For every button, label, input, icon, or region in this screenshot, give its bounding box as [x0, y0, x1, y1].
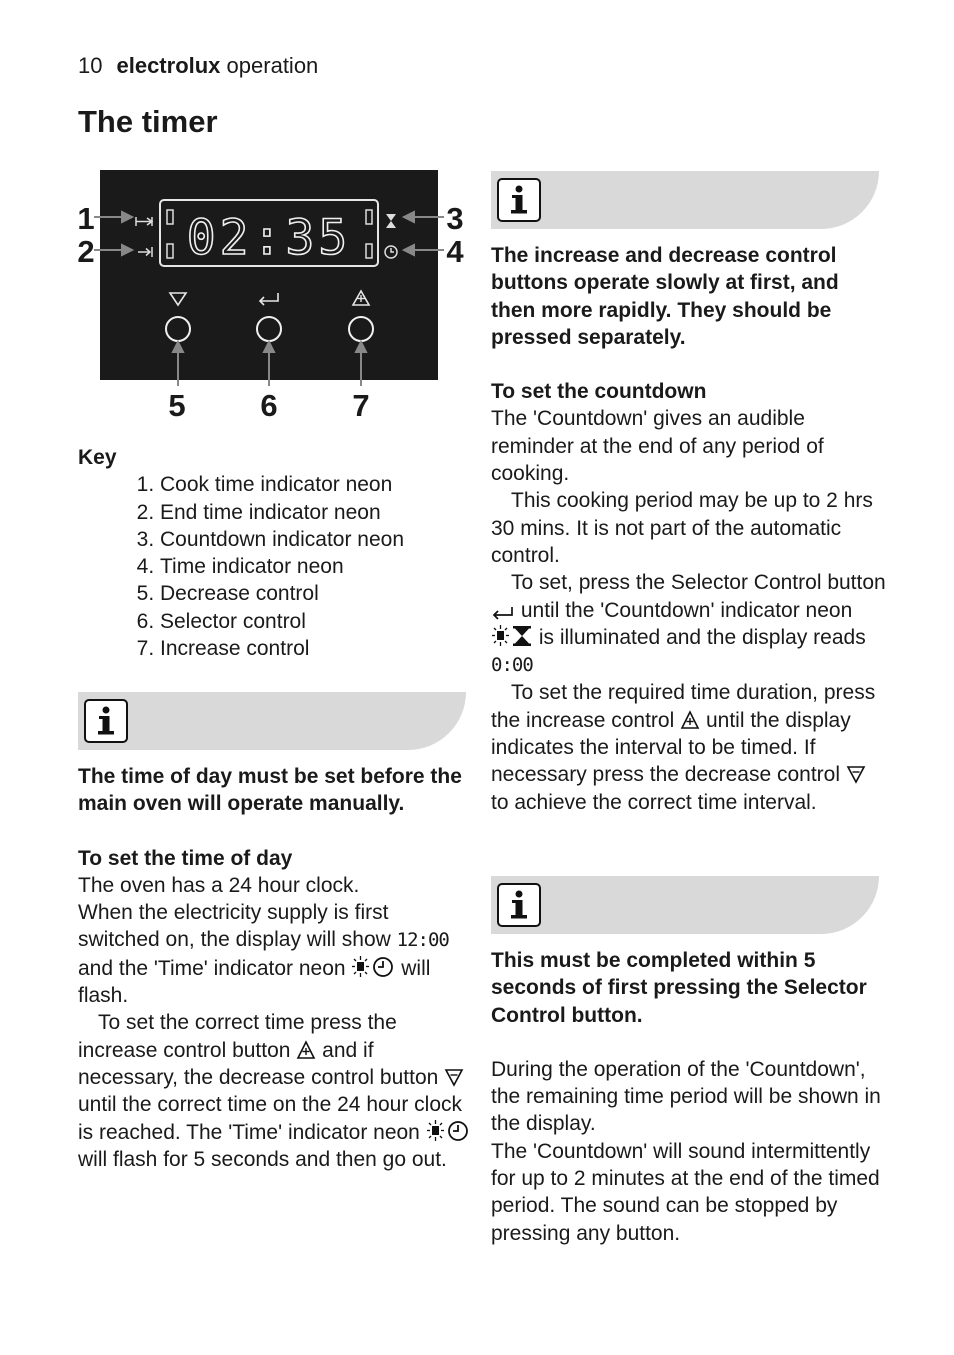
time-of-day-note: The time of day must be set before the main oven will operate manually. — [78, 765, 462, 816]
key-list — [78, 444, 478, 662]
right-column-bottom — [491, 947, 886, 1247]
info-banner — [491, 171, 879, 229]
display-000: 0:00 — [491, 654, 533, 677]
callout-2: 2 — [77, 234, 95, 269]
timer-diagram — [70, 160, 480, 430]
completion-note: This must be completed within 5 seconds of first pressing the Selector Control button. — [491, 949, 867, 1027]
paragraph: During the operation of the 'Countdown', the remaining time period will be shown in the display. — [491, 1057, 881, 1136]
info-banner — [78, 692, 466, 750]
key-item: 7. Increase control — [160, 635, 478, 662]
callout-4: 4 — [446, 234, 464, 269]
paragraph: To set the required time duration, press the increase control until the display indicates the interval to be timed. If necessary press the decrease control to achieve the correct time interval. — [491, 681, 876, 814]
brand-name: electrolux — [116, 53, 221, 78]
countdown-neon-icon — [491, 625, 533, 647]
callout-6: 6 — [260, 388, 278, 423]
key-item: 1. Cook time indicator neon — [160, 471, 478, 498]
key-item: 5. Decrease control — [160, 580, 478, 607]
key-title: Key — [78, 446, 117, 469]
callout-7: 7 — [352, 388, 370, 423]
countdown-heading: To set the countdown — [491, 380, 707, 404]
page-header — [78, 52, 318, 80]
section-name: operation — [226, 53, 319, 78]
paragraph: The oven has a 24 hour clock. — [78, 873, 360, 897]
paragraph: To set, press the Selector Control button until the 'Countdown' indicator neon is illuminated and the display reads 0:00 — [491, 571, 886, 677]
page-title: The timer — [78, 104, 218, 139]
paragraph: The 'Countdown' will sound intermittently for up to 2 minutes at the end of the timed period. The sound can be stopped by pressing any button. — [491, 1139, 880, 1245]
info-icon — [497, 883, 541, 927]
paragraph: The 'Countdown' gives an audible reminder at the end of any period of cooking. — [491, 407, 824, 486]
selector-icon — [491, 604, 515, 620]
decrease-icon — [444, 1067, 464, 1087]
paragraph: This cooking period may be up to 2 hrs 30 mins. It is not part of the automatic control. — [491, 489, 873, 567]
key-item: 3. Countdown indicator neon — [160, 526, 478, 553]
right-column-top — [491, 242, 886, 816]
page-number: 10 — [78, 53, 103, 78]
paragraph: When the electricity supply is first switched on, the display will show 12:00 and the 'Time' indicator neon will flash. — [78, 901, 449, 1008]
increase-icon — [296, 1040, 316, 1060]
time-of-day-heading: To set the time of day — [78, 846, 293, 870]
time-neon-icon — [426, 1120, 470, 1142]
increase-icon — [680, 710, 700, 730]
buttons-note: The increase and decrease control buttons operate slowly at first, and then more rapidly. They should be pressed separately. — [491, 244, 839, 349]
left-column — [78, 763, 473, 1173]
callout-3: 3 — [446, 201, 464, 236]
info-banner — [491, 876, 879, 934]
time-neon-icon — [351, 956, 395, 978]
paragraph: To set the correct time press the increase control button and if necessary, the decrease control button until the correct time on the 24 hour clock is reached. The 'Time' indicator neon will flash for 5 seconds and then go out. — [78, 1009, 473, 1173]
display-1200: 12:00 — [396, 929, 449, 952]
info-icon — [497, 178, 541, 222]
decrease-icon — [846, 764, 866, 784]
key-item: 4. Time indicator neon — [160, 553, 478, 580]
callout-1: 1 — [77, 201, 95, 236]
display-time: 02:35 — [186, 210, 352, 266]
callout-5: 5 — [168, 388, 186, 423]
info-icon — [84, 699, 128, 743]
key-item: 2. End time indicator neon — [160, 499, 478, 526]
key-item: 6. Selector control — [160, 608, 478, 635]
